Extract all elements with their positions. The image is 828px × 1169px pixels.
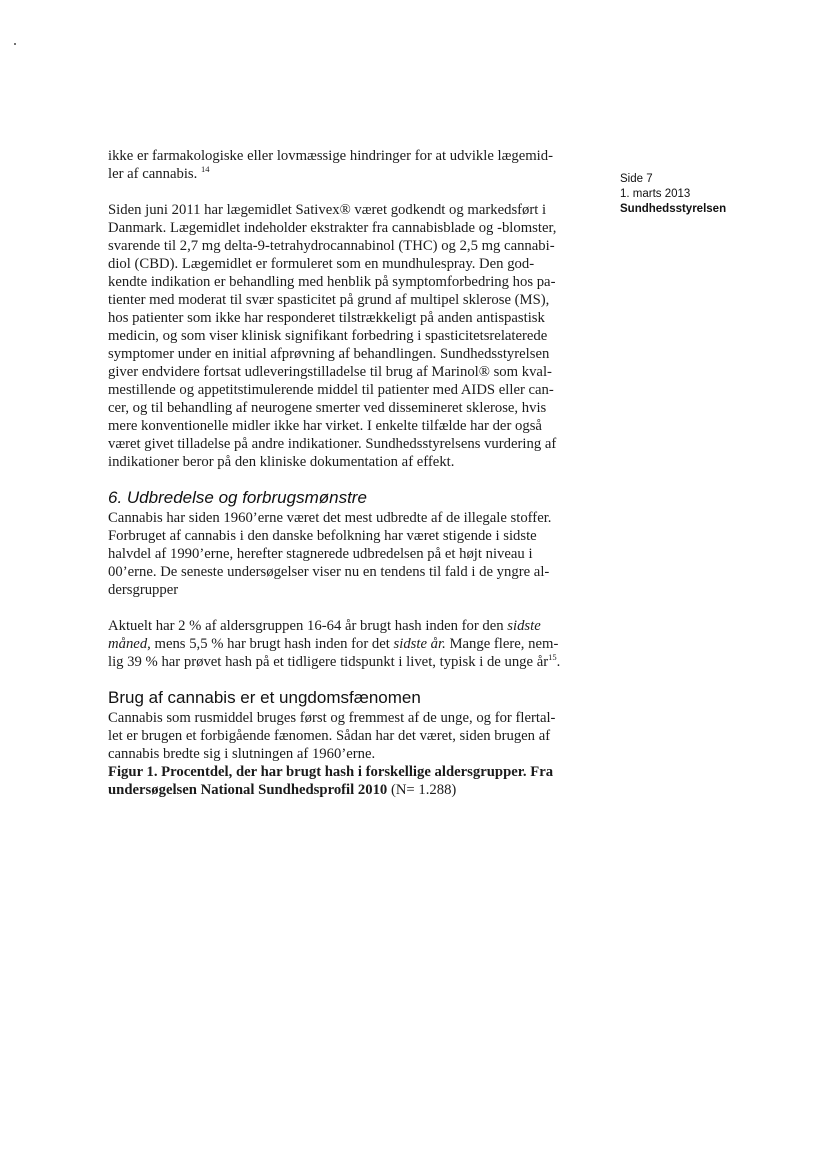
text-line: 00’erne. De seneste undersøgelser viser nu en tendens til fald i de yngre al- [108, 564, 550, 580]
text-line: Cannabis som rusmiddel bruges først og fremmest af de unge, og for flertal- [108, 710, 556, 726]
text-line: Siden juni 2011 har lægemidlet Sativex® været godkendt og markedsført i [108, 202, 547, 218]
text-span: undersøgelsen National Sundhedsprofil 2010 [108, 782, 388, 798]
text-line: Danmark. Lægemidlet indeholder ekstrakter fra cannabisblade og -blomster, [108, 220, 557, 236]
text-line [108, 635, 588, 653]
text-line: medicin, og som viser klinisk signifikant forbedring i spasticitetsrelaterede [108, 328, 548, 344]
text-line: Forbruget af cannabis i den danske befolkning har været stigende i sidste [108, 528, 537, 544]
text-line: hos patienter som ikke har responderet tilstrækkeligt på anden antispastisk [108, 310, 545, 326]
text-line: giver endvidere fortsat udleveringstilladelse til brug af Marinol® som kval- [108, 364, 552, 380]
text-line: Cannabis har siden 1960’erne været det mest udbredte af de illegale stoffer. [108, 510, 552, 526]
footnote-ref: 15 [548, 652, 557, 663]
text-line [108, 617, 588, 635]
text-line: tienter med moderat til svær spasticitet på grund af multipel sklerose (MS), [108, 292, 550, 308]
footnote-ref: 14 [200, 164, 210, 175]
scan-speck [14, 43, 16, 45]
text-line: halvdel af 1990’erne, herefter stagnerede udbredelsen på et højt niveau i [108, 546, 533, 562]
text-line: været givet tilladelse på andre indikationer. Sundhedsstyrelsens vurdering af [108, 436, 557, 452]
page-sidebar [620, 172, 726, 217]
main-text [108, 147, 588, 799]
text-line [108, 165, 588, 183]
sample-size: (N= 1.288) [387, 782, 457, 798]
emphasis-text: sidste år. [393, 636, 446, 652]
text-line: symptomer under en initial afprøvning af behandlingen. Sundhedsstyrelsen [108, 346, 550, 362]
text-span: Mange flere, nem- [445, 636, 559, 652]
text-span: lig 39 % har prøvet hash på et tidligere tidspunkt i livet, typisk i de unge år [108, 654, 549, 670]
page-number: Side 7 [620, 173, 653, 185]
emphasis-text: måned [108, 636, 148, 652]
text-line: indikationer beror på den kliniske dokumentation af effekt. [108, 454, 455, 470]
organization-name: Sundhedsstyrelsen [620, 203, 727, 215]
paragraph-sativex [108, 201, 588, 471]
text-line: dersgrupper [108, 582, 179, 598]
text-line: mestillende og appetitstimulerende middel til patienter med AIDS eller can- [108, 382, 554, 398]
text-span: Aktuelt har 2 % af aldersgruppen 16-64 år brugt hash inden for den [108, 618, 504, 634]
paragraph-youth [108, 709, 588, 763]
paragraph-prevalence [108, 509, 588, 599]
emphasis-text: sidste [507, 618, 541, 634]
document-date: 1. marts 2013 [620, 188, 691, 200]
text-line: cannabis bredte sig i slutningen af 1960’erne. [108, 746, 376, 762]
text-line [108, 781, 588, 799]
text-line: cer, og til behandling af neurogene smerter ved dissemineret sklerose, hvis [108, 400, 547, 416]
text-line: let er brugen et forbigående fænomen. Sådan har det været, siden brugen af [108, 728, 551, 744]
text-line: kendte indikation er behandling med henblik på symptomforbedring hos pa- [108, 274, 556, 290]
text-line: svarende til 2,7 mg delta-9-tetrahydrocannabinol (THC) og 2,5 mg cannabi- [108, 238, 555, 254]
text-span: ler af cannabis. [108, 166, 198, 182]
text-line: ikke er farmakologiske eller lovmæssige hindringer for at udvikle lægemid- [108, 148, 553, 164]
subsection-heading: Brug af cannabis er et ungdomsfænomen [108, 688, 421, 707]
text-span: . [556, 654, 561, 670]
section-heading: 6. Udbredelse og forbrugsmønstre [108, 488, 367, 507]
paragraph-current-use [108, 617, 588, 671]
figure-caption [108, 763, 588, 799]
text-line [108, 653, 588, 671]
text-line: mere konventionelle midler ikke har virket. I enkelte tilfælde har der også [108, 418, 542, 434]
text-span: , mens 5,5 % har brugt hash inden for det [147, 636, 390, 652]
text-line: Figur 1. Procentdel, der har brugt hash i forskellige aldersgrupper. Fra [108, 764, 554, 780]
paragraph-indication-intro [108, 147, 588, 183]
text-line: diol (CBD). Lægemidlet er formuleret som en mundhulespray. Den god- [108, 256, 535, 272]
